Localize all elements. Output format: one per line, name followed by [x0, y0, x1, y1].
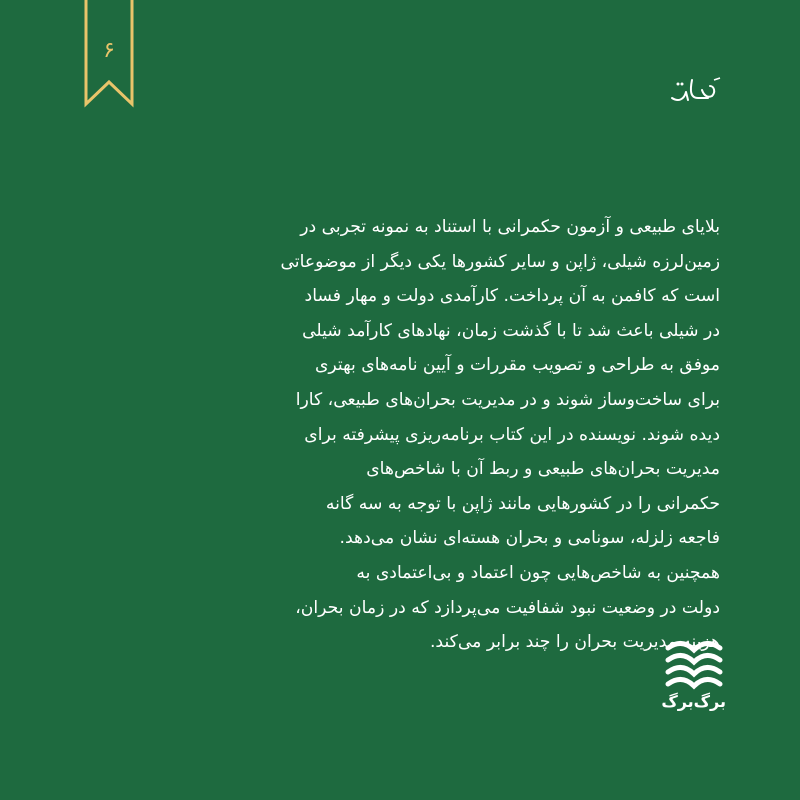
brand-logo	[662, 636, 726, 716]
page-number: ۶	[103, 38, 115, 63]
publisher-logo-icon	[668, 72, 724, 112]
brand-name: برگ‌برگ	[661, 692, 726, 711]
publisher-logo	[668, 72, 724, 112]
open-book-icon	[662, 636, 726, 692]
body-paragraph: بلایای طبیعی و آزمون حکمرانی با استناد به نمونه تجربی در زمین‌لرزه شیلی، ژاپن و سایر کشورها یکی دیگر از موضوعاتی است که کافمن به آن پرداخت. کارآمدی دولت و مهار فساد در شیلی باعث شد تا با گذشت زمان، نهادهای کارآمد شیلی موفق به طراحی و تصویب مقررات و آیین نامه‌های بهتری برای ساخت‌وساز شوند و در مدیریت بحران‌های طبیعی، کارا دیده شوند. نویسنده در این کتاب برنامه‌ریزی پیشرفته برای مدیریت بحران‌های طبیعی و ربط آن با شاخص‌های حکمرانی را در کشورهایی مانند ژاپن با توجه به سه گانه فاجعه زلزله، سونامی و بحران هسته‌ای نشان می‌دهد. همچنین به شاخص‌هایی چون اعتماد و بی‌اعتمادی به دولت در وضعیت نبود شفافیت می‌پردازد که در زمان بحران، هزینه مدیریت بحران را چند برابر می‌کند.	[280, 217, 720, 653]
